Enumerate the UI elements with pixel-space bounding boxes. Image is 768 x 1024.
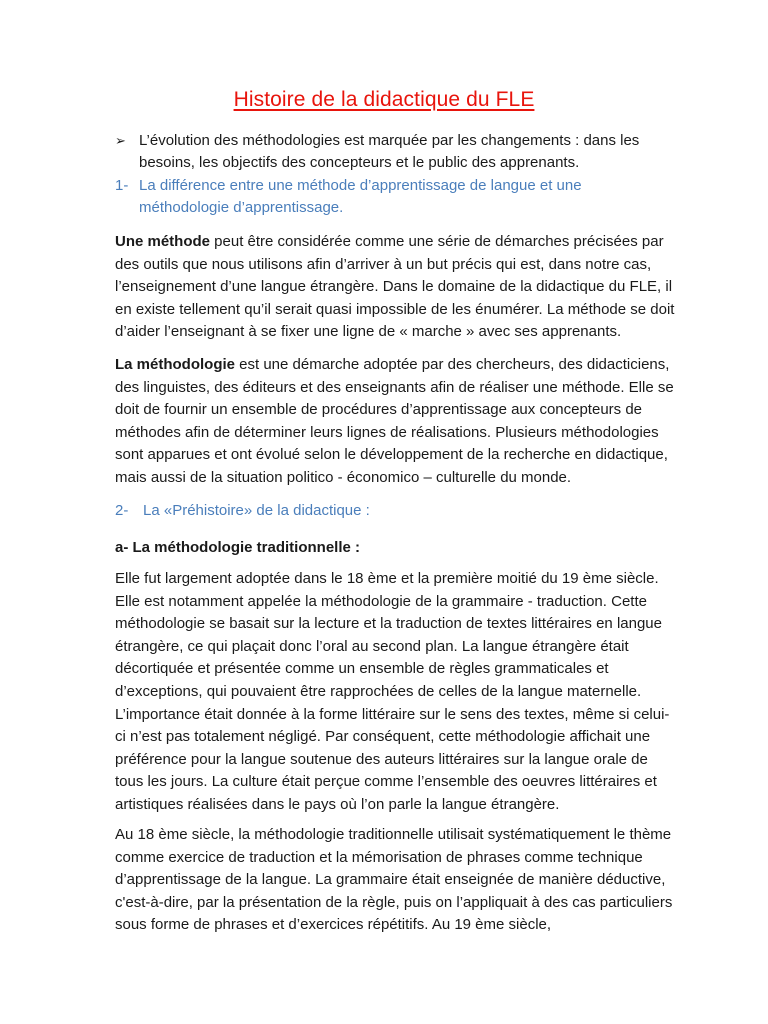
paragraph-methodologie-text: est une démarche adoptée par des chercheurs, des didacticiens, des linguistes, des éditeurs et des enseignants afin de réaliser une méthode. Elle se doit de fournir un ensemble de procédures d’apprentissage aux concepteurs de méthodes afin de déterminer leurs lignes de réalisations. Plusieurs méthodologies sont apparues et ont évolué selon le développement de la recherche en didactique, mais aussi de la situation politico - économico – culturelle du monde. [115, 356, 674, 486]
paragraph-traditionnelle-2: Au 18 ème siècle, la méthodologie traditionnelle utilisait systématiquement le thème comme exercice de traduction et la mémorisation de phrases comme technique d’apprentissage de la langue. La grammaire était enseignée de manière déductive, c'est-à-dire, par la présentation de la règle, puis on l’appliquait à des cas particuliers sous forme de phrases et d’exercices répétitifs. Au 19 ème siècle, [115, 826, 673, 934]
numbered-heading-2-text: La «Préhistoire» de la didactique : [143, 502, 370, 519]
paragraph-methode-lead: Une méthode [115, 233, 211, 250]
paragraph-traditionnelle-1: Elle fut largement adoptée dans le 18 ème et la première moitié du 19 ème siècle. Elle est notamment appelée la méthodologie de la grammaire - traduction. Cette méthodologie se basait sur la lecture et la traduction de textes littéraires en langue étrangère, ce qui plaçait donc l’oral au second plan. La langue étrangère était décortiquée et présentée comme un ensemble de règles grammaticales et d’exceptions, qui pouvaient être rapprochées de celles de la langue maternelle. L’importance était donnée à la forme littéraire sur le sens des textes, même si celui-ci n’est pas totalement négligé. Par conséquent, cette méthodologie affichait une préférence pour la langue soutenue des auteurs littéraires sur la langue orale de tous les jours. La culture était perçue comme l’ensemble des oeuvres littéraires et artistiques réalisées dans le pays où l’on parle la langue étrangère. [115, 570, 670, 813]
paragraph-methode [115, 231, 675, 344]
arrow-bullet-text: L’évolution des méthodologies est marquée par les changements : dans les besoins, les objectifs des concepteurs et le public des apprenants. [139, 132, 640, 171]
arrow-bullet-icon: ➢ [115, 133, 126, 148]
numbered-heading-1-text: La différence entre une méthode d’apprentissage de langue et une méthodologie d’apprentissage. [139, 177, 582, 216]
paragraph-methodologie [115, 354, 675, 490]
numbered-heading-2-marker: 2- [115, 502, 129, 519]
numbered-heading-1 [115, 175, 675, 219]
numbered-heading-2 [115, 500, 675, 522]
document-title: Histoire de la didactique du FLE [233, 88, 535, 111]
paragraph-methodologie-lead: La méthodologie [115, 356, 235, 373]
paragraph-methode-text: peut être considérée comme une série de démarches précisées par des outils que nous utilisons afin d’arriver à un but précis qui est, dans notre cas, l’enseignement d’une langue étrangère. Dans le domaine de la didactique du FLE, il en existe tellement qu’il serait quasi impossible de les énumérer. La méthode se doit d’aider l’enseignant à se fixer une ligne de « marche » avec ses apprenants. [115, 233, 675, 341]
numbered-heading-1-marker: 1- [115, 177, 129, 194]
arrow-bullet-item [115, 130, 675, 174]
subheading-methodologie-traditionnelle: a- La méthodologie traditionnelle : [115, 539, 361, 556]
